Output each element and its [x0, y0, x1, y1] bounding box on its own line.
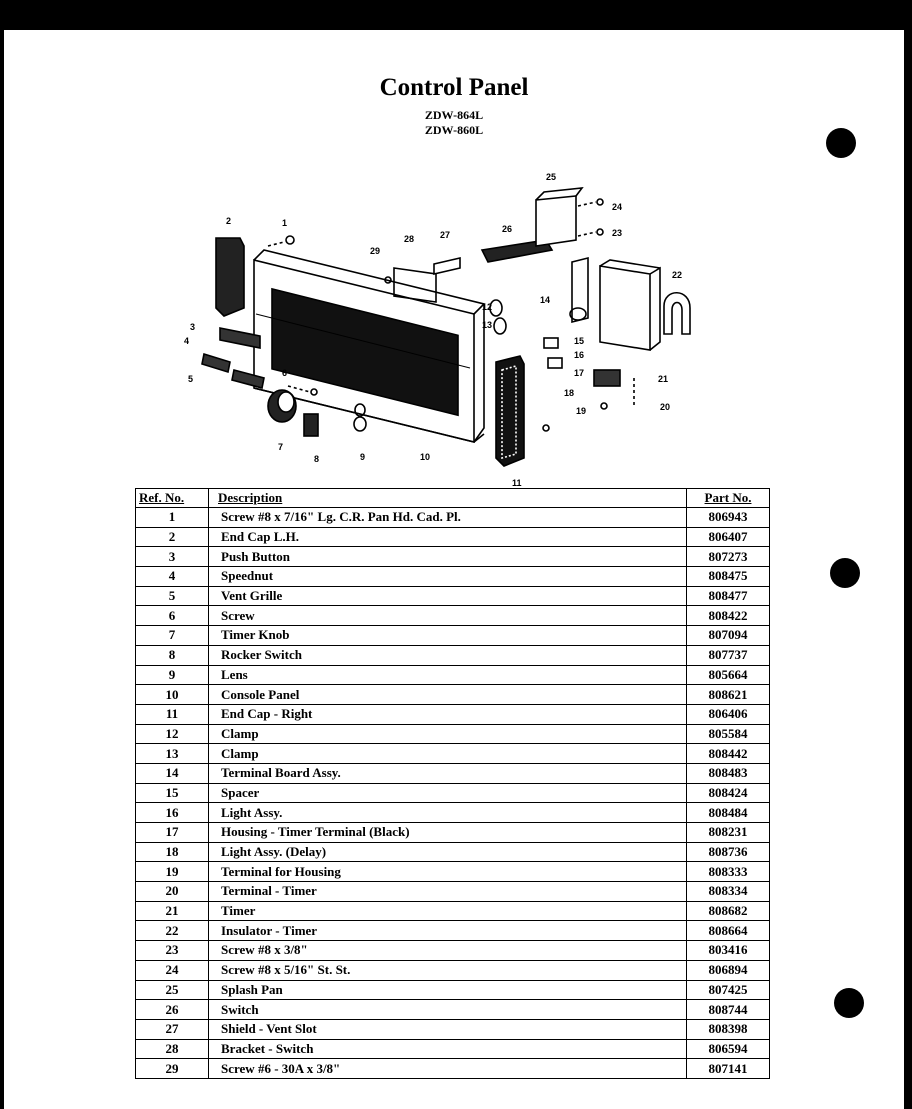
callout-26: 26: [502, 224, 513, 234]
ref-no: 18: [136, 842, 209, 862]
callout-27: 27: [440, 230, 451, 240]
light-assy: [544, 338, 558, 348]
ref-no: 3: [136, 547, 209, 567]
end-cap-left: [216, 238, 244, 316]
ref-no-header: Ref. No.: [136, 489, 209, 508]
description: Vent Grille: [209, 586, 687, 606]
parts-table: [135, 488, 770, 1079]
description: Clamp: [209, 744, 687, 764]
ref-no: 23: [136, 941, 209, 961]
ref-no: 7: [136, 626, 209, 646]
table-row: [136, 508, 770, 528]
ref-no: 5: [136, 586, 209, 606]
description-header: Description: [209, 489, 687, 508]
part-no: 808483: [687, 763, 770, 783]
part-no: 807094: [687, 626, 770, 646]
part-no: 803416: [687, 941, 770, 961]
housing-timer-terminal: [594, 370, 620, 386]
ref-no: 20: [136, 882, 209, 902]
description: Terminal - Timer: [209, 882, 687, 902]
part-no: 808334: [687, 882, 770, 902]
part-no: 806594: [687, 1039, 770, 1059]
callout-8: 8: [314, 454, 320, 464]
callout-9: 9: [360, 452, 366, 462]
table-row: [136, 1039, 770, 1059]
description: Timer: [209, 901, 687, 921]
ref-no: 11: [136, 704, 209, 724]
ref-no: 21: [136, 901, 209, 921]
ref-no: 13: [136, 744, 209, 764]
part-no: 807141: [687, 1059, 770, 1079]
callout-29: 29: [370, 246, 381, 256]
insulator: [664, 293, 690, 334]
table-row: [136, 527, 770, 547]
description: Timer Knob: [209, 626, 687, 646]
description: Screw #8 x 5/16" St. St.: [209, 960, 687, 980]
description: Housing - Timer Terminal (Black): [209, 823, 687, 843]
ref-no: 29: [136, 1059, 209, 1079]
callout-13: 13: [482, 320, 493, 330]
table-row: [136, 1019, 770, 1039]
part-no: 808484: [687, 803, 770, 823]
callout-12: 12: [482, 302, 493, 312]
part-no: 808475: [687, 567, 770, 587]
ref-no: 22: [136, 921, 209, 941]
part-no: 805584: [687, 724, 770, 744]
table-row: [136, 724, 770, 744]
callout-20: 20: [660, 402, 671, 412]
callout-22: 22: [672, 270, 683, 280]
table-row: [136, 803, 770, 823]
model-number: ZDW-864L: [424, 108, 484, 122]
ref-no: 8: [136, 645, 209, 665]
callout-15: 15: [574, 336, 585, 346]
ref-no: 25: [136, 980, 209, 1000]
table-row: [136, 921, 770, 941]
part-no: 806406: [687, 704, 770, 724]
callout-3: 3: [190, 322, 196, 332]
description: Clamp: [209, 724, 687, 744]
table-row: [136, 1059, 770, 1079]
callout-21: 21: [658, 374, 669, 384]
description: Terminal Board Assy.: [209, 763, 687, 783]
table-row: [136, 941, 770, 961]
binder-hole-bottom: [834, 988, 864, 1018]
description: Push Button: [209, 547, 687, 567]
table-row: [136, 1000, 770, 1020]
part-no: 808424: [687, 783, 770, 803]
part-no: 808682: [687, 901, 770, 921]
table-row: [136, 901, 770, 921]
ref-no: 10: [136, 685, 209, 705]
ref-no: 17: [136, 823, 209, 843]
table-row: [136, 960, 770, 980]
part-no: 806407: [687, 527, 770, 547]
part-no: 807737: [687, 645, 770, 665]
part-no: 808736: [687, 842, 770, 862]
part-no: 806943: [687, 508, 770, 528]
part-no: 808744: [687, 1000, 770, 1020]
part-no: 808621: [687, 685, 770, 705]
ref-no: 9: [136, 665, 209, 685]
binder-hole-middle: [830, 558, 860, 588]
callout-19: 19: [576, 406, 587, 416]
part-no: 808664: [687, 921, 770, 941]
callout-28: 28: [404, 234, 415, 244]
table-row: [136, 862, 770, 882]
lens: [354, 417, 366, 431]
callout-16: 16: [574, 350, 585, 360]
table-row: [136, 823, 770, 843]
bracket-switch: [394, 268, 436, 302]
callout-18: 18: [564, 388, 575, 398]
part-no: 808231: [687, 823, 770, 843]
part-no: 807425: [687, 980, 770, 1000]
ref-no: 28: [136, 1039, 209, 1059]
table-row: [136, 586, 770, 606]
ref-no: 27: [136, 1019, 209, 1039]
ref-no: 15: [136, 783, 209, 803]
table-row: [136, 547, 770, 567]
part-no: 808398: [687, 1019, 770, 1039]
callout-11: 11: [512, 478, 522, 488]
ref-no: 2: [136, 527, 209, 547]
vent-grille: [202, 354, 230, 372]
table-row: [136, 606, 770, 626]
ref-no: 14: [136, 763, 209, 783]
description: Terminal for Housing: [209, 862, 687, 882]
part-no: 806894: [687, 960, 770, 980]
callout-17: 17: [574, 368, 585, 378]
ref-no: 26: [136, 1000, 209, 1020]
table-row: [136, 645, 770, 665]
page-title: Control Panel: [379, 74, 529, 101]
table-row: [136, 763, 770, 783]
table-row: [136, 704, 770, 724]
description: Screw: [209, 606, 687, 626]
splash-pan: [536, 196, 576, 246]
rocker-switch: [304, 414, 318, 436]
description: Spacer: [209, 783, 687, 803]
end-cap-right: [496, 356, 524, 466]
part-no: 807273: [687, 547, 770, 567]
description: Switch: [209, 1000, 687, 1020]
description: Screw #8 x 3/8": [209, 941, 687, 961]
callout-6: 6: [282, 368, 288, 378]
description: Speednut: [209, 567, 687, 587]
table-row: [136, 882, 770, 902]
table-row: [136, 685, 770, 705]
table-row: [136, 744, 770, 764]
description: Light Assy. (Delay): [209, 842, 687, 862]
callout-10: 10: [420, 452, 431, 462]
part-no: 808442: [687, 744, 770, 764]
part-no: 805664: [687, 665, 770, 685]
description: Rocker Switch: [209, 645, 687, 665]
description: Light Assy.: [209, 803, 687, 823]
ref-no: 6: [136, 606, 209, 626]
table-row: [136, 783, 770, 803]
ref-no: 16: [136, 803, 209, 823]
description: Insulator - Timer: [209, 921, 687, 941]
description: Shield - Vent Slot: [209, 1019, 687, 1039]
part-no: 808333: [687, 862, 770, 882]
ref-no: 1: [136, 508, 209, 528]
table-row: [136, 980, 770, 1000]
ref-no: 19: [136, 862, 209, 882]
description: Splash Pan: [209, 980, 687, 1000]
description: End Cap L.H.: [209, 527, 687, 547]
part-no: 808422: [687, 606, 770, 626]
table-row: [136, 626, 770, 646]
description: Lens: [209, 665, 687, 685]
table-row: [136, 567, 770, 587]
timer: [600, 266, 650, 350]
description: Screw #8 x 7/16" Lg. C.R. Pan Hd. Cad. Pl.: [209, 508, 687, 528]
parts-sheet: [4, 30, 904, 1109]
callout-23: 23: [612, 228, 623, 238]
table-row: [136, 842, 770, 862]
table-header-row: [136, 489, 770, 508]
callout-2: 2: [226, 216, 232, 226]
ref-no: 24: [136, 960, 209, 980]
description: Console Panel: [209, 685, 687, 705]
callout-14: 14: [540, 295, 551, 305]
description: End Cap - Right: [209, 704, 687, 724]
ref-no: 4: [136, 567, 209, 587]
callout-24: 24: [612, 202, 623, 212]
description: Bracket - Switch: [209, 1039, 687, 1059]
ref-no: 12: [136, 724, 209, 744]
callout-25: 25: [546, 172, 557, 182]
callout-5: 5: [188, 374, 194, 384]
model-number: ZDW-860L: [424, 123, 484, 137]
part-no: 808477: [687, 586, 770, 606]
callout-4: 4: [184, 336, 190, 346]
shield-vent-slot: [434, 258, 460, 274]
callout-7: 7: [278, 442, 284, 452]
description: Screw #6 - 30A x 3/8": [209, 1059, 687, 1079]
table-row: [136, 665, 770, 685]
part-no-header: Part No.: [687, 489, 770, 508]
exploded-diagram: [164, 138, 704, 498]
callout-1: 1: [282, 218, 288, 228]
